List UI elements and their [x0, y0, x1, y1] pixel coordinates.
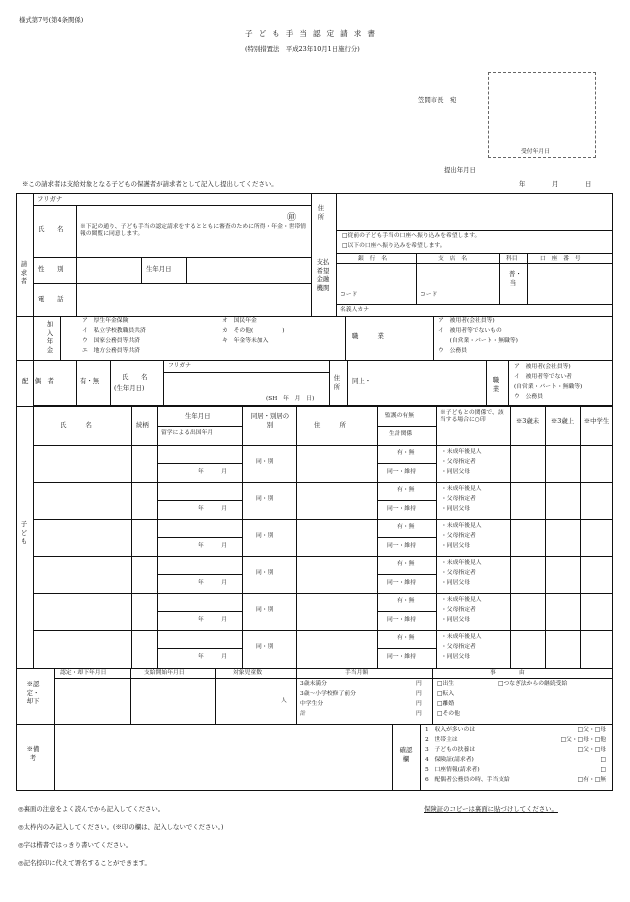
- child-livelihood-option[interactable]: 同一・維持: [387, 617, 416, 623]
- cert-reason-header: 事 由: [490, 670, 525, 676]
- reason-move-in[interactable]: □転入: [437, 691, 455, 697]
- cert-person-unit: 人: [281, 698, 287, 704]
- cert-start-header: 支給開始年月日: [144, 670, 185, 676]
- reason-birth[interactable]: □出生: [437, 681, 455, 687]
- junior-high-header: ※中学生: [583, 417, 610, 425]
- seal-mark: ㊞: [287, 213, 297, 223]
- child-row-line: [33, 445, 613, 446]
- spouse-yes-no[interactable]: 有・無: [80, 377, 100, 385]
- footer-note-3: ◎字は楷書ではっきり書いてください。: [18, 841, 133, 849]
- child-row-split: [157, 500, 242, 501]
- child-relation-option[interactable]: ・同居父母: [441, 543, 470, 549]
- remark-option[interactable]: □父・□母・□他: [560, 737, 606, 743]
- bank-option-2[interactable]: □以下の口座へ振り込みを希望します。: [342, 243, 446, 249]
- child-relation-option[interactable]: ・未成年後見人: [441, 523, 482, 529]
- submit-date-label: 提出年月日: [444, 166, 476, 174]
- form-number: 様式第7号(第4条関係): [19, 16, 84, 24]
- child-relation-option[interactable]: ・父母指定者: [441, 496, 476, 502]
- footer-note-4: ◎記名捺印に代えて署名することができます。: [18, 859, 151, 867]
- child-relation-option[interactable]: ・父母指定者: [441, 644, 476, 650]
- footer-right-note: 保険証のコピーは裏面に貼づけしてください。: [424, 805, 558, 813]
- child-livelihood-option[interactable]: 同一・維持: [387, 543, 416, 549]
- remark-option[interactable]: □父・□母: [577, 727, 606, 733]
- child-relation-option[interactable]: ・同居父母: [441, 469, 470, 475]
- occupation-label: 職 業: [352, 332, 384, 340]
- spouse-occ-i: イ 被用者等でない者: [514, 374, 572, 380]
- child-row-split: [377, 537, 436, 538]
- pension-ka: カ その他( ): [222, 328, 285, 334]
- spouse-occ-i2: (自営業・パート・無職等): [514, 384, 583, 390]
- page-subtitle: (特別措置法 平成23年10月1日施行分): [245, 45, 360, 53]
- footer-note-2: ◎太枠内のみ記入してください。(※印の欄は、記入しないでください。): [18, 823, 224, 831]
- remark-item: 3 子どもの扶養は: [425, 747, 476, 753]
- pension-a: ア 厚生年金保険: [82, 318, 129, 324]
- child-birth-ym: 年 月: [198, 617, 227, 623]
- child-address-header: 住 所: [314, 421, 346, 429]
- child-cohab-option[interactable]: 同・別: [256, 459, 274, 465]
- child-livelihood-option[interactable]: 同一・維持: [387, 580, 416, 586]
- spouse-address-label: 住所: [333, 374, 341, 391]
- child-name-header: 氏 名: [60, 421, 92, 429]
- child-row-split: [377, 611, 436, 612]
- child-birth-ym: 年 月: [198, 506, 227, 512]
- check-label: 確認欄: [399, 746, 413, 763]
- child-relation-option[interactable]: ・未成年後見人: [441, 449, 482, 455]
- child-custody-option[interactable]: 有・無: [397, 635, 415, 641]
- name-label: 氏 名: [38, 225, 64, 233]
- remark-option[interactable]: □: [600, 757, 606, 763]
- remark-item: 4 保険証(請求者): [425, 757, 474, 763]
- child-cohab-option[interactable]: 同・別: [256, 570, 274, 576]
- amount-under3: 3歳未満分: [300, 681, 327, 687]
- page-title: 子ども手当認定請求書: [245, 29, 381, 38]
- year-label: 年: [519, 180, 526, 188]
- child-birth-ym: 年 月: [198, 469, 227, 475]
- gender-label: 性 別: [38, 265, 64, 273]
- pension-label: 加入年金: [46, 320, 54, 354]
- child-cohab-option[interactable]: 同・別: [256, 496, 274, 502]
- branch-code-label: コード: [420, 292, 438, 298]
- yen-2: 円: [416, 691, 422, 697]
- spouse-occupation-label: 職業: [492, 376, 500, 393]
- pension-u: ウ 国家公務員等共済: [82, 338, 140, 344]
- yen-1: 円: [416, 681, 422, 687]
- phone-label: 電 話: [38, 295, 64, 303]
- child-row-line: [33, 630, 613, 631]
- child-study-header: 留学による出国年月: [161, 430, 214, 436]
- day-label: 日: [585, 180, 592, 188]
- bank-name-label: 銀 行 名: [358, 256, 387, 262]
- child-relation-option[interactable]: ・同居父母: [441, 617, 470, 623]
- child-cohab-option[interactable]: 同・別: [256, 607, 274, 613]
- furigana-label: フリガナ: [37, 195, 63, 203]
- bank-code-label: コード: [340, 292, 358, 298]
- reason-divorce[interactable]: □離婚: [437, 701, 455, 707]
- child-relation-option[interactable]: ・父母指定者: [441, 459, 476, 465]
- pension-o: オ 国民年金: [222, 318, 257, 324]
- bank-label: 支払希望金融機関: [316, 258, 330, 292]
- branch-label: 支 店 名: [438, 256, 467, 262]
- child-birth-ym: 年 月: [198, 543, 227, 549]
- child-birth-header: 生年月日: [185, 412, 211, 420]
- child-row-line: [33, 556, 613, 557]
- cert-amount-header: 手当月額: [345, 670, 369, 676]
- spouse-name-label: 氏 名: [122, 373, 148, 381]
- pension-ki: キ 年金等未加入: [222, 338, 269, 344]
- child-relation-option[interactable]: ・同居父母: [441, 654, 470, 660]
- amount-jh: 中学生分: [300, 701, 324, 707]
- child-row-split: [377, 574, 436, 575]
- addressee: 笠間市長 宛: [418, 96, 457, 104]
- child-birth-ym: 年 月: [198, 580, 227, 586]
- livelihood-header: 生計関係: [389, 431, 413, 437]
- child-cohab-option[interactable]: 同・別: [256, 533, 274, 539]
- occupation-i: イ 被用者等でないもの: [438, 328, 502, 334]
- cert-label: ※認定・却下: [26, 680, 40, 706]
- spouse-birth-label: (生年月日): [114, 384, 145, 392]
- child-birth-ym: 年 月: [198, 654, 227, 660]
- bank-option-1[interactable]: □従前の子ども手当の口座へ振り込みを希望します。: [342, 233, 481, 239]
- spouse-furigana-label: フリガナ: [168, 363, 191, 369]
- child-row-split: [377, 648, 436, 649]
- child-livelihood-option[interactable]: 同一・維持: [387, 654, 416, 660]
- cert-date-header: 認定・却下年月日: [60, 670, 107, 676]
- occupation-u: ウ 公務員: [438, 348, 467, 354]
- amount-3-elem: 3歳〜小学校修了前分: [300, 691, 356, 697]
- remark-option[interactable]: □父・□母: [577, 747, 606, 753]
- yen-3: 円: [416, 701, 422, 707]
- child-row-split: [377, 500, 436, 501]
- pension-e: エ 地方公務員等共済: [82, 348, 140, 354]
- relation-header: ※子どもとの関係で、該当する場合に○印: [440, 410, 504, 423]
- spouse-same-address[interactable]: 同上・: [352, 377, 372, 385]
- spouse-occ-a: ア 被用者(会社員等): [514, 364, 571, 370]
- subject-label: 科目: [506, 256, 518, 262]
- child-custody-option[interactable]: 有・無: [397, 524, 415, 530]
- remark-item: 6 配偶者公務員の時、手当支給: [425, 777, 510, 783]
- remark-item: 2 世帯主は: [425, 737, 458, 743]
- child-relation-option[interactable]: ・父母指定者: [441, 533, 476, 539]
- reception-stamp-box: [488, 72, 596, 158]
- footer-note-1: ◎裏面の注意をよく読んでから記入してください。: [18, 805, 165, 813]
- month-label: 月: [552, 180, 559, 188]
- child-relation-header: 続柄: [136, 421, 149, 429]
- child-row-split: [157, 537, 242, 538]
- spouse-occ-u: ウ 公務員: [514, 394, 543, 400]
- reception-date-label: 受付年月日: [521, 149, 550, 155]
- cert-count-header: 対象児童数: [233, 670, 262, 676]
- children-side-label: 子ども: [20, 520, 28, 546]
- child-row-split: [157, 611, 242, 612]
- child-cohab-header: 同居・別居の別: [250, 412, 290, 429]
- child-livelihood-option[interactable]: 同一・維持: [387, 506, 416, 512]
- child-relation-option[interactable]: ・未成年後見人: [441, 486, 482, 492]
- child-row-line: [33, 593, 613, 594]
- consent-text: ※下記の通り、子ども手当の認定請求をするとともに審査のために所得・年金・世帯情報の閲覧に同意します。: [80, 224, 307, 237]
- child-custody-option[interactable]: 有・無: [397, 487, 415, 493]
- child-row-line: [33, 482, 613, 483]
- claimant-address-label: 住所: [317, 204, 325, 221]
- child-row-split: [157, 574, 242, 575]
- child-row-line: [33, 519, 613, 520]
- remark-item: 5 口座情報(請求者): [425, 767, 480, 773]
- amount-total: 計: [300, 711, 306, 717]
- occupation-a: ア 被用者(会社員等): [438, 318, 495, 324]
- reason-continue[interactable]: □つなぎ法からの継続受給: [498, 681, 568, 687]
- futsu-label: 普・当: [509, 270, 522, 287]
- occupation-i2: (自営業・パート・無職等): [438, 338, 518, 344]
- child-row-split: [377, 463, 436, 464]
- child-relation-option[interactable]: ・父母指定者: [441, 607, 476, 613]
- yen-4: 円: [416, 711, 422, 717]
- custody-header: 監護の有無: [385, 413, 414, 419]
- child-cohab-option[interactable]: 同・別: [256, 644, 274, 650]
- remark-option[interactable]: □有・□無: [577, 777, 606, 783]
- remark-item: 1 収入が多いのは: [425, 727, 476, 733]
- remarks-label: ※備考: [26, 745, 40, 762]
- spouse-sh-date: (SH 年 月 日): [266, 396, 315, 402]
- child-livelihood-option[interactable]: 同一・維持: [387, 469, 416, 475]
- account-label: 口 座 番 号: [540, 256, 581, 262]
- child-relation-option[interactable]: ・未成年後見人: [441, 634, 482, 640]
- child-relation-option[interactable]: ・未成年後見人: [441, 597, 482, 603]
- child-relation-option[interactable]: ・父母指定者: [441, 570, 476, 576]
- reason-other[interactable]: □その他: [437, 711, 460, 717]
- child-row-split: [157, 463, 242, 464]
- child-relation-option[interactable]: ・同居父母: [441, 506, 470, 512]
- under-3-header: ※3歳未: [515, 417, 540, 425]
- child-relation-option[interactable]: ・未成年後見人: [441, 560, 482, 566]
- holder-label: 名義人カナ: [340, 307, 369, 313]
- notice: ※この請求者は支給対象となる子どもの保護者が請求者として記入し提出してください。: [22, 180, 278, 188]
- remark-option[interactable]: □: [600, 767, 606, 773]
- over-3-header: ※3歳上: [550, 417, 575, 425]
- child-custody-option[interactable]: 有・無: [397, 450, 415, 456]
- claimant-side-label: 請求者: [20, 260, 28, 286]
- child-custody-option[interactable]: 有・無: [397, 561, 415, 567]
- child-relation-option[interactable]: ・同居父母: [441, 580, 470, 586]
- pension-i: イ 私立学校教職員共済: [82, 328, 146, 334]
- birthdate-label: 生年月日: [146, 265, 172, 273]
- spouse-label: 配 偶 者: [22, 377, 54, 385]
- child-custody-option[interactable]: 有・無: [397, 598, 415, 604]
- child-row-split: [157, 648, 242, 649]
